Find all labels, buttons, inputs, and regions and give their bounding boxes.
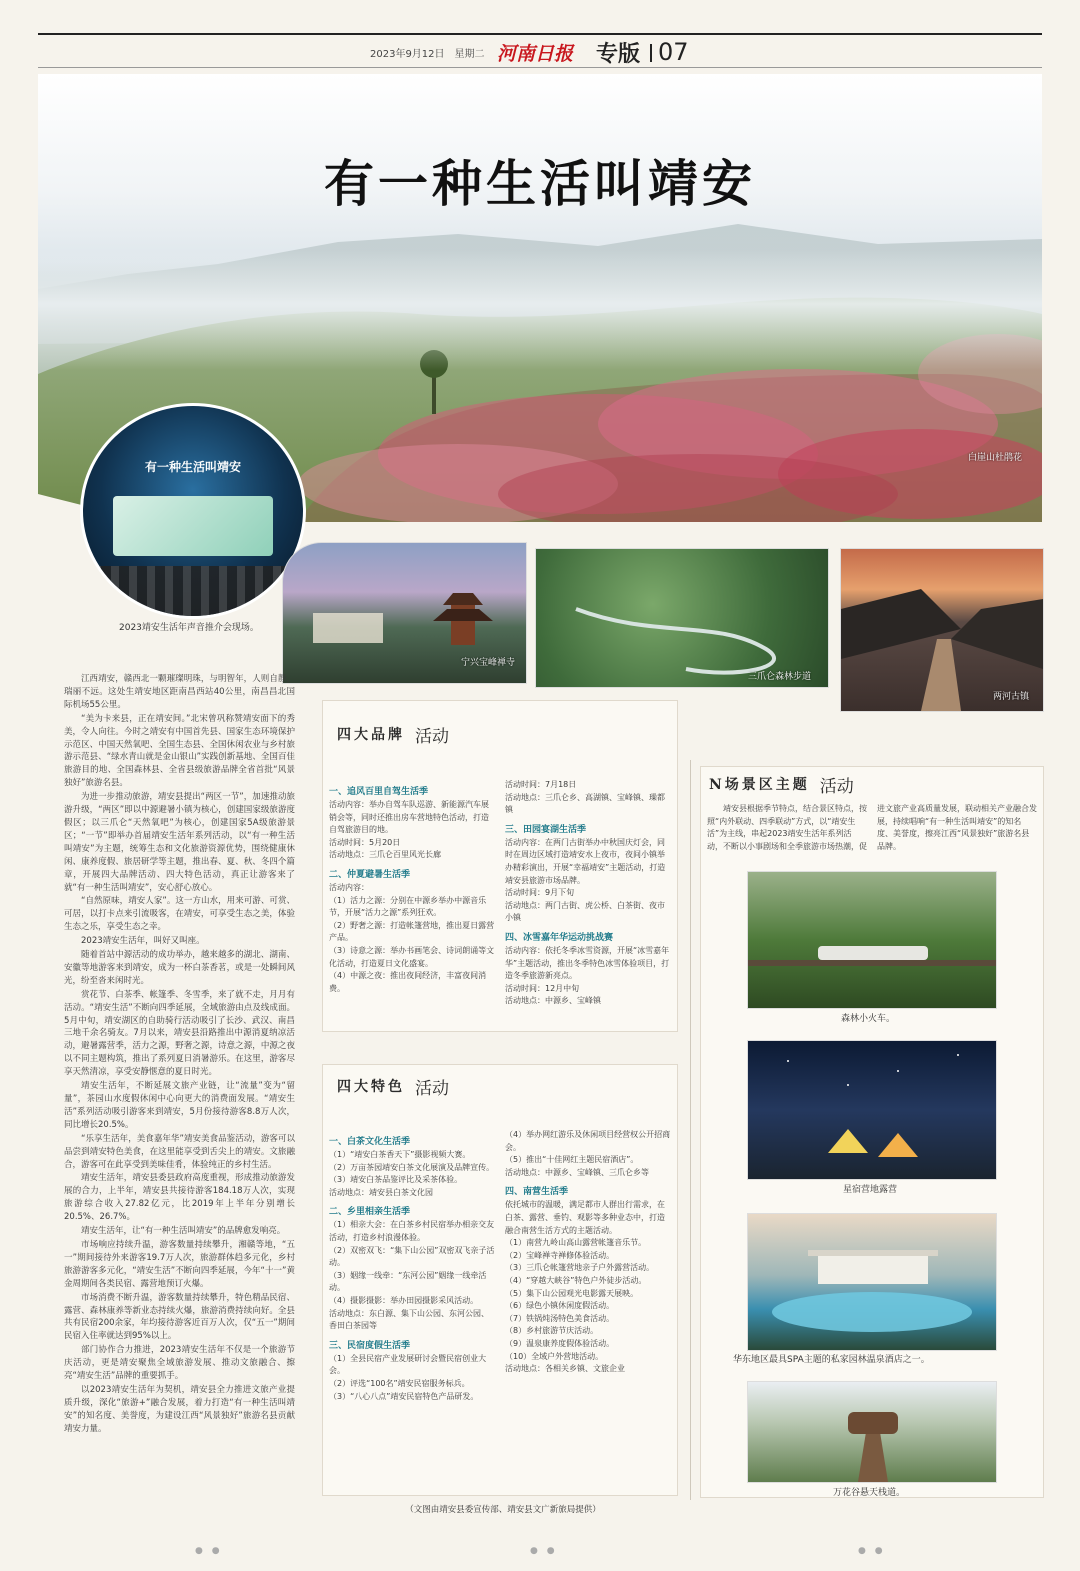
activity-heading: 一、追风百里自驾生活季: [329, 787, 429, 797]
n-scenes-title: N场景区主题: [709, 777, 810, 793]
temple-caption: 宁兴宝峰禅寺: [461, 658, 516, 668]
hero-caption: 白崖山杜鹃花: [968, 453, 1023, 463]
article-paragraph: 靖安生活年，不断延展文旅产业链，让“流量”变为“留量”，茶园山水度假休闲中心向更大的消费面发展。“靖安生活”系列活动吸引游客来到靖安，5月份接待游客8.8万人次，同比增长20.5%。: [64, 1081, 295, 1130]
activity-detail: （9）温泉康养度假体验活动。: [505, 1338, 615, 1348]
activity-detail: 活动内容：依托冬季冰雪资源，开展“冰雪嘉年华”主题活动，推出冬季特色冰雪体验项目，打造冬季旅游新亮点。: [505, 945, 670, 981]
article-paragraph: 2023靖安生活年，叫好又叫座。: [81, 936, 205, 947]
forest-trail-caption: 三爪仑森林步道: [748, 672, 812, 682]
photo-credit: （文图由靖安县委宣传部、靖安县文广新旅局提供）: [405, 1505, 601, 1515]
activity-detail: 活动地点：三爪仑百里风光长廊: [329, 850, 441, 860]
page-number: 07: [658, 38, 689, 66]
activity-detail: （2）评选“100名”靖安民宿服务标兵。: [329, 1378, 470, 1388]
activity-detail: 活动地点：两门古街、虎公桥、白茶街、夜市小镇: [505, 900, 665, 923]
activity-detail: （1）全县民宿产业发展研讨会暨民宿创业大会。: [329, 1353, 487, 1376]
activity-detail: （2）宝峰禅寺禅修体验活动。: [505, 1250, 615, 1260]
four-brands-col-b: [505, 779, 671, 1029]
activity-detail: 活动时间：7月18日: [505, 780, 577, 789]
activity-detail: 活动地点：各相关乡镇、文旅企业: [505, 1364, 625, 1374]
page-headline: 有一种生活叫靖安: [324, 154, 756, 213]
inset-audience: [83, 566, 303, 616]
activity-heading: 一、白茶文化生活季: [329, 1137, 411, 1147]
activity-heading: 二、仲夏避暑生活季: [329, 869, 411, 880]
activity-detail: （3）姻缘一线牵：“东河公园”姻缘一线牵活动。: [329, 1270, 487, 1293]
footer-dots-left: ● ●: [195, 1546, 223, 1556]
activity-detail: （3）三爪仑帐篷营地亲子户外露营活动。: [505, 1263, 655, 1273]
n-scenes-text: 靖安县根据季节特点，结合景区特点，按照“内外联动、四季联动”方式，以“靖安生活”为主线，串起2023靖安生活年系列活动，不断以小事剧场和全季旅游市场热潮，促进文旅产业高质量发展，联动相关产业融合发展，持续唱响“有一种生活叫靖安”的知名度、美誉度，擦亮江西“风景独好”旅游名县品牌。: [707, 804, 1037, 851]
column-divider: [690, 760, 691, 1500]
article-paragraph: 市场消费不断升温，游客数量持续攀升，特色精品民宿、露营、森林康养等新业态持续火爆，旅游消费持续向好。全县共有民宿200余家，年均接待游客近百万人次，仅“五一”期间民宿入住率就达到95%以上。: [64, 1292, 295, 1342]
section-divider: [650, 44, 652, 62]
four-brands-col-a: [329, 779, 495, 1029]
four-features-box: [322, 1064, 678, 1496]
footer-dots-center: ● ●: [530, 1546, 558, 1556]
forest-train-caption: 森林小火车。: [841, 1014, 896, 1024]
activity-heading: 三、民宿度假生活季: [329, 1340, 411, 1351]
article-paragraph: 靖安生活年，靖安县委县政府高度重视，形成推动旅游发展的合力，上半年，靖安县共接待游客184.18万人次，实现旅游综合收入27.82亿元，比2019年上半年分别增长20.5%、26.7%。: [64, 1173, 295, 1223]
activity-detail: （6）绿色小镇休闲度假活动。: [505, 1301, 615, 1311]
inset-stage-screen: [113, 496, 273, 556]
four-features-title: 四大特色: [337, 1079, 405, 1095]
activity-detail: （1）“靖安白茶香天下”摄影视频大赛。: [329, 1150, 471, 1159]
activity-detail: （4）举办网红游乐及休闲项目经营权公开招商会。: [505, 1130, 671, 1152]
activity-detail: （4）“穿越大峡谷”特色户外徒步活动。: [505, 1275, 647, 1285]
issue-date: 2023年9月12日 星期二: [370, 48, 485, 60]
article-paragraph: “自然原味，靖安人家”。这一方山水，用来可游、可赏、可居，以打卡点来引流吸客，在靖安，可享受生态之美，体验生态之乐，享受生态之幸。: [64, 896, 295, 933]
starry-camp-photo: [747, 1040, 997, 1180]
ancient-town-caption: 两河古镇: [993, 692, 1030, 702]
activity-detail: 活动地点：靖安县白茶文化园: [329, 1187, 433, 1197]
article-paragraph: 以2023靖安生活年为契机，靖安县全力推进文旅产业提质升级，深化“旅游+”融合发展，着力打造“有一种生活叫靖安”的知名度、美誉度，为建设江西“风景独好”旅游名县贡献靖安力量。: [64, 1384, 295, 1434]
forest-trail-photo: [535, 548, 829, 688]
activity-detail: （2）双密双飞：“集下山公园”双密双飞亲子活动。: [329, 1245, 495, 1268]
four-features-col-b: [505, 1129, 671, 1489]
article-paragraph: 江西靖安，赣西北一颗璀璨明珠，与明智年，人则自静，瑞丽不远。这处生靖安地区距南昌西站40公里，南昌昌北国际机场55公里。: [64, 674, 295, 710]
ancient-town-photo: [840, 548, 1044, 712]
activity-detail: 活动内容：: [329, 882, 369, 892]
four-features-col-a: [329, 1129, 495, 1489]
sky-walk-photo: [747, 1381, 997, 1483]
article-body: [64, 673, 295, 1493]
activity-detail: 活动时间：9月下旬: [505, 888, 575, 898]
inset-caption: 2023靖安生活年声音推介会现场。: [119, 623, 259, 633]
footer-dots-right: ● ●: [858, 1546, 886, 1556]
activity-detail: 活动地点：东白源、集下山公园、东河公园、香田白茶园等: [329, 1308, 489, 1331]
article-paragraph: 部门协作合力推进，2023靖安生活年不仅是一个旅游节庆活动，更是靖安聚焦全域旅游发展、推动文旅融合、擦亮“靖安生活”品牌的重要抓手。: [64, 1345, 295, 1382]
activity-detail: 活动地点：中源乡、宝峰镇: [505, 996, 601, 1006]
activity-detail: （3）靖安白茶品鉴评比及采茶体验。: [329, 1175, 463, 1185]
four-brands-activity-label: 活动: [415, 726, 449, 747]
activity-detail: 活动时间：5月20日: [329, 837, 401, 847]
hero-mist: [38, 250, 1042, 370]
inset-event-photo: [80, 403, 306, 619]
four-brands-title: 四大品牌: [337, 727, 405, 743]
article-paragraph: 为进一步推动旅游，靖安县提出“两区一节”，加速推动旅游升级，“两区”即以中源避暑小镇为核心，创建国家级旅游度假区；以三爪仑“天然氧吧”为核心，创建国家5A级旅游景区；“一节”即举办首届靖安生活年系列活动，以“有一种生活叫靖安”为主题，统筹生态和文化旅游资源优势，围绕健康休闲、康养度假、旅居研学等主题，推出春、夏、秋、冬四个篇章，开展四大品牌活动、四大特色活动，真正让游客来了就“有一种生活叫靖安”，安心舒心放心。: [64, 792, 295, 893]
inset-stage-title: 有一种生活叫靖安: [144, 460, 241, 474]
article-paragraph: 市场响应持续升温，游客数量持续攀升，湘赣等地，“五一”期间接待外来游客19.7万人次，旅游群体趋多元化，乡村旅游游客多元化，“靖安生活”不断向四季延展，今年“十一”黄金周期间各类民宿、露营地预订火爆。: [64, 1239, 295, 1289]
temple-photo: [282, 542, 527, 684]
activity-detail: （10）全域户外营地活动。: [505, 1351, 604, 1361]
activity-detail: 活动地点：三爪仑乡、高湖镇、宝峰镇、璪都镇: [505, 792, 665, 815]
section-label: 专版: [596, 41, 641, 67]
activity-detail: （1）相亲大会：在白茶乡村民宿举办相亲交友活动，打造乡村浪漫体验。: [329, 1220, 495, 1242]
activity-heading: 三、田园宴湖生活季: [505, 824, 587, 835]
activity-detail: （1）活力之源：分别在中源乡举办中源音乐节，开展“活力之源”系列狂欢。: [329, 895, 487, 918]
activity-detail: （4）中源之夜：推出夜间经济，丰富夜间消费。: [329, 971, 487, 993]
activity-detail: 依托城市的温暖，满足都市人群出行需求，在白茶、露营、垂钓、观影等多种业态中，打造融合南营生活方式的主题活动。: [505, 1200, 665, 1235]
activity-detail: （5）推出“十佳网红主题民宿酒店”。: [505, 1155, 639, 1165]
activity-detail: （7）铁锅炖汤特色美食活动。: [505, 1313, 615, 1323]
activity-detail: （2）万亩茶园靖安白茶文化展演及品牌宣传。: [329, 1162, 495, 1172]
four-brands-box: [322, 700, 678, 1032]
activity-detail: （8）乡村旅游节庆活动。: [505, 1326, 599, 1336]
article-paragraph: 靖安生活年，让“有一种生活叫靖安”的品牌愈发响亮。: [81, 1226, 286, 1237]
activity-detail: 活动地点：中源乡、宝峰镇、三爪仑乡等: [505, 1167, 649, 1177]
article-paragraph: “乐享生活年，美食嘉年华”靖安美食品鉴活动，游客可以品尝到靖安特色美食，在这里能享受到舌尖上的靖安。文旅融合，游客可在此享受到美味佳肴，体验纯正的乡村生活。: [64, 1133, 295, 1170]
hot-spring-hotel-photo: [747, 1213, 997, 1351]
activity-heading: 四、冰雪嘉年华运动挑战赛: [505, 932, 614, 943]
n-scenes-activity-label: 活动: [819, 776, 854, 797]
starry-camp-caption: 星宿营地露营: [843, 1185, 898, 1195]
masthead-bottom-rule: [38, 67, 1042, 68]
activity-detail: （3）“八心八点”靖安民宿特色产品研发。: [329, 1391, 479, 1401]
activity-detail: （5）集下山公园观光电影露天展映。: [505, 1288, 639, 1298]
activity-detail: 活动时间：12月中旬: [505, 983, 580, 993]
article-paragraph: 随着首站中源活动的成功举办，越来越多的湖北、湖南、安徽等地游客来到靖安，成为一杯白茶香茗，或是一处瞬间风光，纷至沓来闲时光。: [64, 950, 295, 986]
activity-detail: 活动内容：在两门古街举办中秋国庆灯会，同时在周边区域打造靖安水上夜市，夜间小镇举办精彩演出，开展“幸福靖安”主题活动，打造靖安县旅游市场品牌。: [505, 837, 666, 885]
newspaper-name: 河南日报: [497, 42, 574, 65]
activity-detail: （4）摄影摄影：举办田园摄影采风活动。: [329, 1295, 479, 1305]
article-paragraph: “美为卡来县，正在靖安间。”北宋曾巩称赞靖安面下的秀美，令人向往。今时之靖安有中国首先县、国家生态环境保护示范区、中国天然氧吧、全国生态县、全国休闲农业与乡村旅游示范县、“绿水青山就是金山银山”实践创新基地、全国百佳旅游目的地、全国森林县、全省县级旅游品牌全省首批“风景独好”旅游名县。: [64, 713, 295, 789]
forest-train-photo: [747, 871, 997, 1009]
n-scenes-box: [700, 766, 1044, 1498]
activity-heading: 二、乡里相亲生活季: [329, 1207, 411, 1218]
four-features-activity-label: 活动: [415, 1078, 449, 1099]
hot-spring-caption: 华东地区最具SPA主题的私家园林温泉酒店之一。: [733, 1355, 930, 1365]
activity-detail: 活动内容：举办自驾车队巡游、新能源汽车展销会等，同时还推出房车营地特色活动，打造自驾旅游目的地。: [329, 800, 489, 835]
article-paragraph: 赏花节、白茶季、帐篷季、冬雪季，来了就不走，月月有活动。“靖安生活”不断向四季延展，全域旅游由点及线成面。5月中旬，靖安湖区的自助骑行活动吸引了长沙、武汉、南昌三地千余名骑友。7月以来，靖安县沿路推出中源消夏纳凉活动，避暑露营季，活力之源，野奢之源，诗意之源，中源之夜以不同主题构筑，推出了系列夏日消暑游乐。在这里，游客尽享天然清凉，享受安静惬意的夏日时光。: [64, 989, 295, 1078]
activity-detail: （2）野奢之源：打造帐篷营地，推出夏日露营产品。: [329, 920, 495, 943]
masthead-top-rule: [38, 33, 1042, 35]
activity-detail: （3）诗意之源：举办书画笔会、诗词朗诵等文化活动，打造夏日文化盛宴。: [329, 945, 495, 968]
activity-heading: 四、南营生活季: [505, 1187, 569, 1198]
activity-detail: （1）南营九岭山高山露营帐篷音乐节。: [505, 1238, 647, 1248]
sky-walk-caption: 万花谷悬天栈道。: [833, 1488, 906, 1498]
